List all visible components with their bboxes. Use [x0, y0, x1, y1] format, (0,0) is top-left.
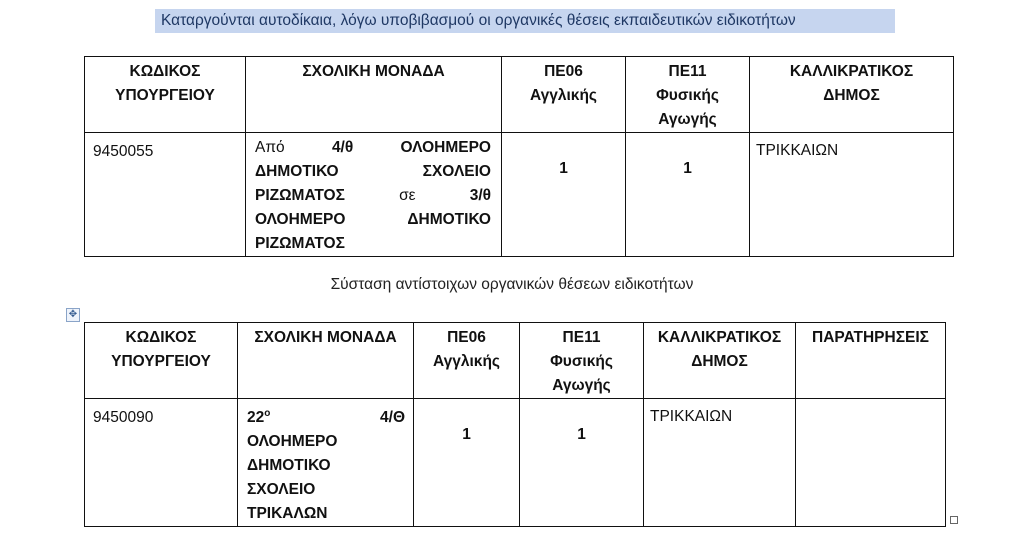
heading-established-positions: Σύσταση αντίστοιχων οργανικών θέσεων ειδικοτήτων	[330, 276, 694, 293]
cell-code: 9450090	[85, 399, 238, 527]
cell-municipality: ΤΡΙΚΚΑΙΩΝ	[644, 399, 796, 527]
school-line: ΡΙΖΩΜΑΤΟΣ σε 3/θ	[255, 187, 492, 204]
table-header-row	[85, 57, 954, 133]
cell-pe11: 1	[626, 133, 750, 257]
school-line: ΔΗΜΟΤΙΚΟ	[247, 457, 331, 475]
school-line: ΤΡΙΚΑΛΩΝ	[247, 505, 328, 523]
table-row	[85, 133, 954, 257]
school-line: $22^o$ 4/Θ	[247, 408, 405, 427]
school-line: ΟΛΟΗΜΕΡΟ ΔΗΜΟΤΙΚΟ	[255, 211, 491, 228]
cell-school	[238, 399, 414, 527]
header-municipality: ΚΑΛΛΙΚΡΑΤΙΚΟΣ ΔΗΜΟΣ	[750, 57, 954, 133]
school-line: ΣΧΟΛΕΙΟ	[247, 481, 316, 499]
school-line: Από 4/θ ΟΛΟΗΜΕΡΟ	[255, 139, 491, 156]
four-arrow-move-icon[interactable]: ✥	[66, 308, 80, 322]
header-code: ΚΩΔΙΚΟΣ ΥΠΟΥΡΓΕΙΟΥ	[85, 323, 238, 399]
cell-code: 9450055	[85, 133, 246, 257]
table-row	[85, 399, 946, 527]
cell-pe11: 1	[520, 399, 644, 527]
header-code: ΚΩΔΙΚΟΣ ΥΠΟΥΡΓΕΙΟΥ	[85, 57, 246, 133]
cell-municipality: ΤΡΙΚΚΑΙΩΝ	[750, 133, 954, 257]
cell-pe06: 1	[502, 133, 626, 257]
cell-remarks	[796, 399, 946, 527]
cell-school	[246, 133, 502, 257]
school-line: ΟΛΟΗΜΕΡΟ	[247, 433, 338, 451]
school-line: ΔΗΜΟΤΙΚΟ ΣΧΟΛΕΙΟ	[255, 163, 491, 180]
header-school: ΣΧΟΛΙΚΗ ΜΟΝΑΔΑ	[246, 57, 502, 133]
header-pe11: ΠΕ11 Φυσικής Αγωγής	[626, 57, 750, 133]
header-remarks: ΠΑΡΑΤΗΡΗΣΕΙΣ	[796, 323, 946, 399]
cell-pe06: 1	[414, 399, 520, 527]
school-line: ΡΙΖΩΜΑΤΟΣ	[255, 235, 345, 252]
table-header-row	[85, 323, 946, 399]
header-municipality: ΚΑΛΛΙΚΡΑΤΙΚΟΣ ΔΗΜΟΣ	[644, 323, 796, 399]
heading-abolished-positions: Καταργούνται αυτοδίκαια, λόγω υποβιβασμού οι οργανικές θέσεις εκπαιδευτικών ειδικοτήτων	[155, 9, 895, 33]
abolished-positions-table	[84, 56, 954, 257]
header-pe06: ΠΕ06 Αγγλικής	[502, 57, 626, 133]
resize-square-icon[interactable]	[950, 516, 958, 524]
header-pe06: ΠΕ06 Αγγλικής	[414, 323, 520, 399]
header-school: ΣΧΟΛΙΚΗ ΜΟΝΑΔΑ	[238, 323, 414, 399]
header-pe11: ΠΕ11 Φυσικής Αγωγής	[520, 323, 644, 399]
established-positions-table	[84, 322, 946, 527]
